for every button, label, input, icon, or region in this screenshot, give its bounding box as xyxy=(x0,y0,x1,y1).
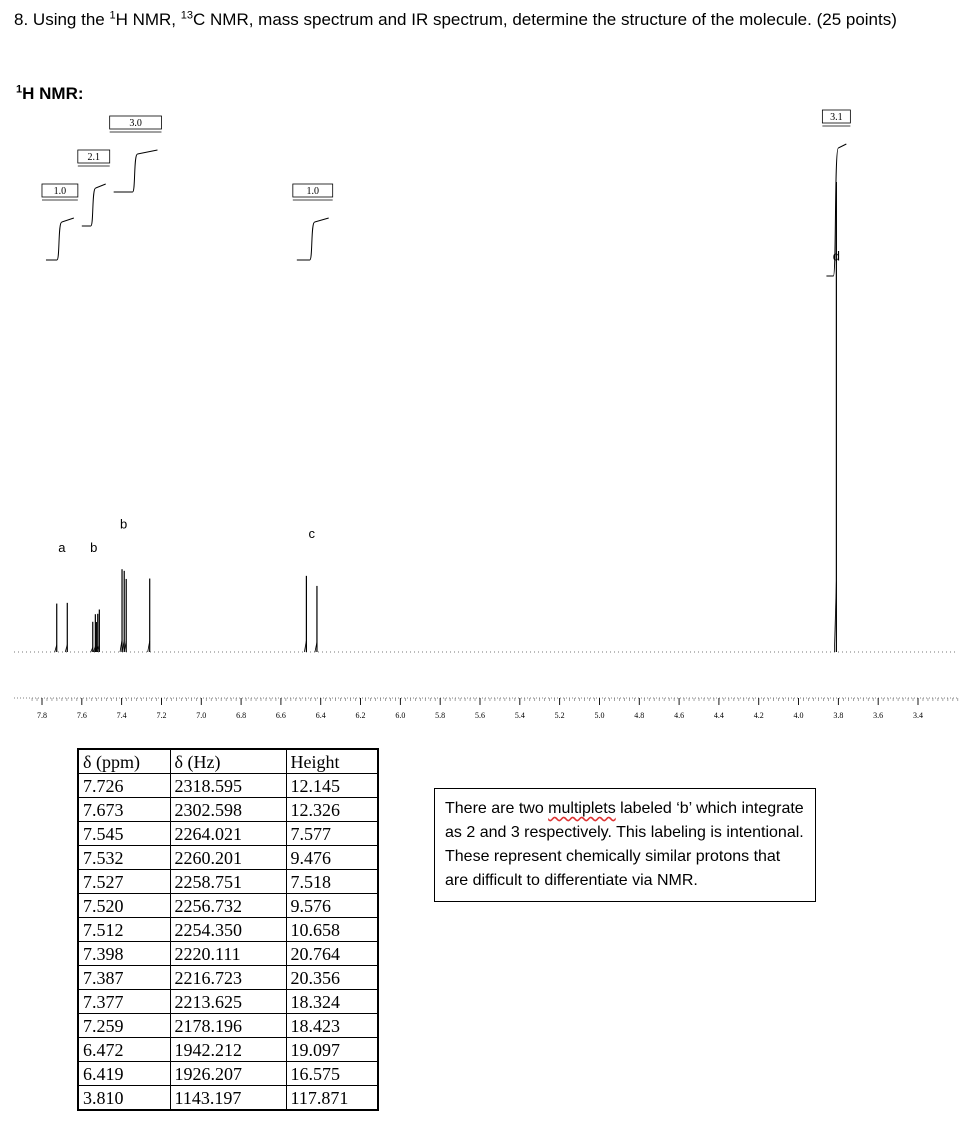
cell-hz: 2264.021 xyxy=(170,822,286,846)
table-row xyxy=(78,1062,378,1086)
cell-ppm: 3.810 xyxy=(78,1086,170,1111)
integration-label-3: 1.0 xyxy=(306,186,320,197)
header-hz: δ (Hz) xyxy=(170,749,286,774)
x-tick-label-10: 5.8 xyxy=(435,711,446,720)
cell-height: 7.518 xyxy=(286,870,378,894)
table-row xyxy=(78,918,378,942)
spellcheck-flagged-word: multiplets xyxy=(548,800,616,817)
cell-height: 7.577 xyxy=(286,822,378,846)
integration-curve-2 xyxy=(114,150,158,192)
integration-label-0: 1.0 xyxy=(53,186,67,197)
x-tick-label-4: 7.0 xyxy=(196,711,207,720)
cell-hz: 2302.598 xyxy=(170,798,286,822)
x-tick-label-1: 7.6 xyxy=(76,711,87,720)
cell-hz: 2178.196 xyxy=(170,1014,286,1038)
table-row xyxy=(78,870,378,894)
question-text: 8. Using the $^1$H NMR, $^{13}$C NMR, mass spectrum and IR spectrum, determine the structure of the molecule. (25 points) xyxy=(14,9,897,29)
table-row xyxy=(78,822,378,846)
peak-tag-b: b xyxy=(120,516,128,532)
cell-hz: 2318.595 xyxy=(170,774,286,798)
x-tick-label-21: 3.6 xyxy=(873,711,884,720)
x-tick-label-3: 7.2 xyxy=(156,711,167,720)
cell-height: 16.575 xyxy=(286,1062,378,1086)
cell-height: 10.658 xyxy=(286,918,378,942)
peak-table xyxy=(77,748,379,1111)
table-row xyxy=(78,798,378,822)
header-ppm: δ (ppm) xyxy=(78,749,170,774)
table-row xyxy=(78,990,378,1014)
cell-ppm: 7.520 xyxy=(78,894,170,918)
cell-height: 9.576 xyxy=(286,894,378,918)
cell-ppm: 7.398 xyxy=(78,942,170,966)
cell-ppm: 7.532 xyxy=(78,846,170,870)
cell-hz: 2216.723 xyxy=(170,966,286,990)
integration-curve-3 xyxy=(297,218,329,260)
cell-height: 9.476 xyxy=(286,846,378,870)
cell-ppm: 7.387 xyxy=(78,966,170,990)
cell-hz: 1143.197 xyxy=(170,1086,286,1111)
x-tick-label-13: 5.2 xyxy=(554,711,565,720)
cell-ppm: 7.673 xyxy=(78,798,170,822)
x-tick-label-19: 4.0 xyxy=(793,711,804,720)
table-row xyxy=(78,966,378,990)
cell-ppm: 7.527 xyxy=(78,870,170,894)
cell-hz: 2260.201 xyxy=(170,846,286,870)
cell-ppm: 6.419 xyxy=(78,1062,170,1086)
integration-label-4: 3.1 xyxy=(830,112,843,123)
cell-height: 18.324 xyxy=(286,990,378,1014)
x-tick-label-22: 3.4 xyxy=(913,711,923,720)
x-tick-label-8: 6.2 xyxy=(355,711,366,720)
cell-height: 117.871 xyxy=(286,1086,378,1111)
peak-tag-d: d xyxy=(832,248,840,264)
cell-ppm: 7.726 xyxy=(78,774,170,798)
x-tick-label-17: 4.4 xyxy=(713,711,724,720)
x-tick-label-9: 6.0 xyxy=(395,711,406,720)
cell-hz: 2258.751 xyxy=(170,870,286,894)
table-row xyxy=(78,774,378,798)
x-tick-label-7: 6.4 xyxy=(315,711,326,720)
table-row xyxy=(78,1038,378,1062)
cell-height: 20.356 xyxy=(286,966,378,990)
x-tick-label-14: 5.0 xyxy=(594,711,605,720)
x-tick-label-6: 6.6 xyxy=(275,711,286,720)
cell-hz: 2220.111 xyxy=(170,942,286,966)
cell-ppm: 7.512 xyxy=(78,918,170,942)
cell-height: 18.423 xyxy=(286,1014,378,1038)
nmr-spectrum-chart xyxy=(0,100,970,730)
cell-height: 19.097 xyxy=(286,1038,378,1062)
table-row xyxy=(78,1014,378,1038)
cell-hz: 2256.732 xyxy=(170,894,286,918)
cell-height: 12.145 xyxy=(286,774,378,798)
cell-height: 12.326 xyxy=(286,798,378,822)
table-row xyxy=(78,846,378,870)
x-tick-label-12: 5.4 xyxy=(514,711,525,720)
table-row xyxy=(78,942,378,966)
section-heading: $^1$H NMR: xyxy=(16,83,84,103)
cell-ppm: 7.259 xyxy=(78,1014,170,1038)
cell-ppm: 7.377 xyxy=(78,990,170,1014)
x-tick-label-5: 6.8 xyxy=(236,711,247,720)
cell-ppm: 7.545 xyxy=(78,822,170,846)
integration-label-1: 2.1 xyxy=(87,152,101,163)
integration-curve-1 xyxy=(82,184,106,226)
header-height: Height xyxy=(286,749,378,774)
cell-hz: 1926.207 xyxy=(170,1062,286,1086)
table-row xyxy=(78,894,378,918)
cell-height: 20.764 xyxy=(286,942,378,966)
table-header-row xyxy=(78,749,378,774)
x-tick-label-16: 4.6 xyxy=(674,711,685,720)
integration-curve-0 xyxy=(46,218,74,260)
x-tick-label-15: 4.8 xyxy=(634,711,645,720)
cell-ppm: 6.472 xyxy=(78,1038,170,1062)
table-row xyxy=(78,1086,378,1111)
integration-label-2: 3.0 xyxy=(129,118,142,129)
peak-tag-b: b xyxy=(90,540,98,555)
cell-hz: 2254.350 xyxy=(170,918,286,942)
peak-tag-c: c xyxy=(308,525,316,541)
x-tick-label-0: 7.8 xyxy=(37,711,47,720)
cell-hz: 1942.212 xyxy=(170,1038,286,1062)
x-tick-label-11: 5.6 xyxy=(475,711,485,720)
peak-tag-a: a xyxy=(58,540,66,555)
x-tick-label-20: 3.8 xyxy=(833,711,844,720)
x-tick-label-2: 7.4 xyxy=(116,711,127,720)
x-tick-label-18: 4.2 xyxy=(753,711,764,720)
cell-hz: 2213.625 xyxy=(170,990,286,1014)
note-box: There are two multiplets labeled ‘b’ which integrate as 2 and 3 respectively. This labeling is intentional. These represent chemically similar protons that are difficult to differentiate via NMR. xyxy=(434,788,816,902)
